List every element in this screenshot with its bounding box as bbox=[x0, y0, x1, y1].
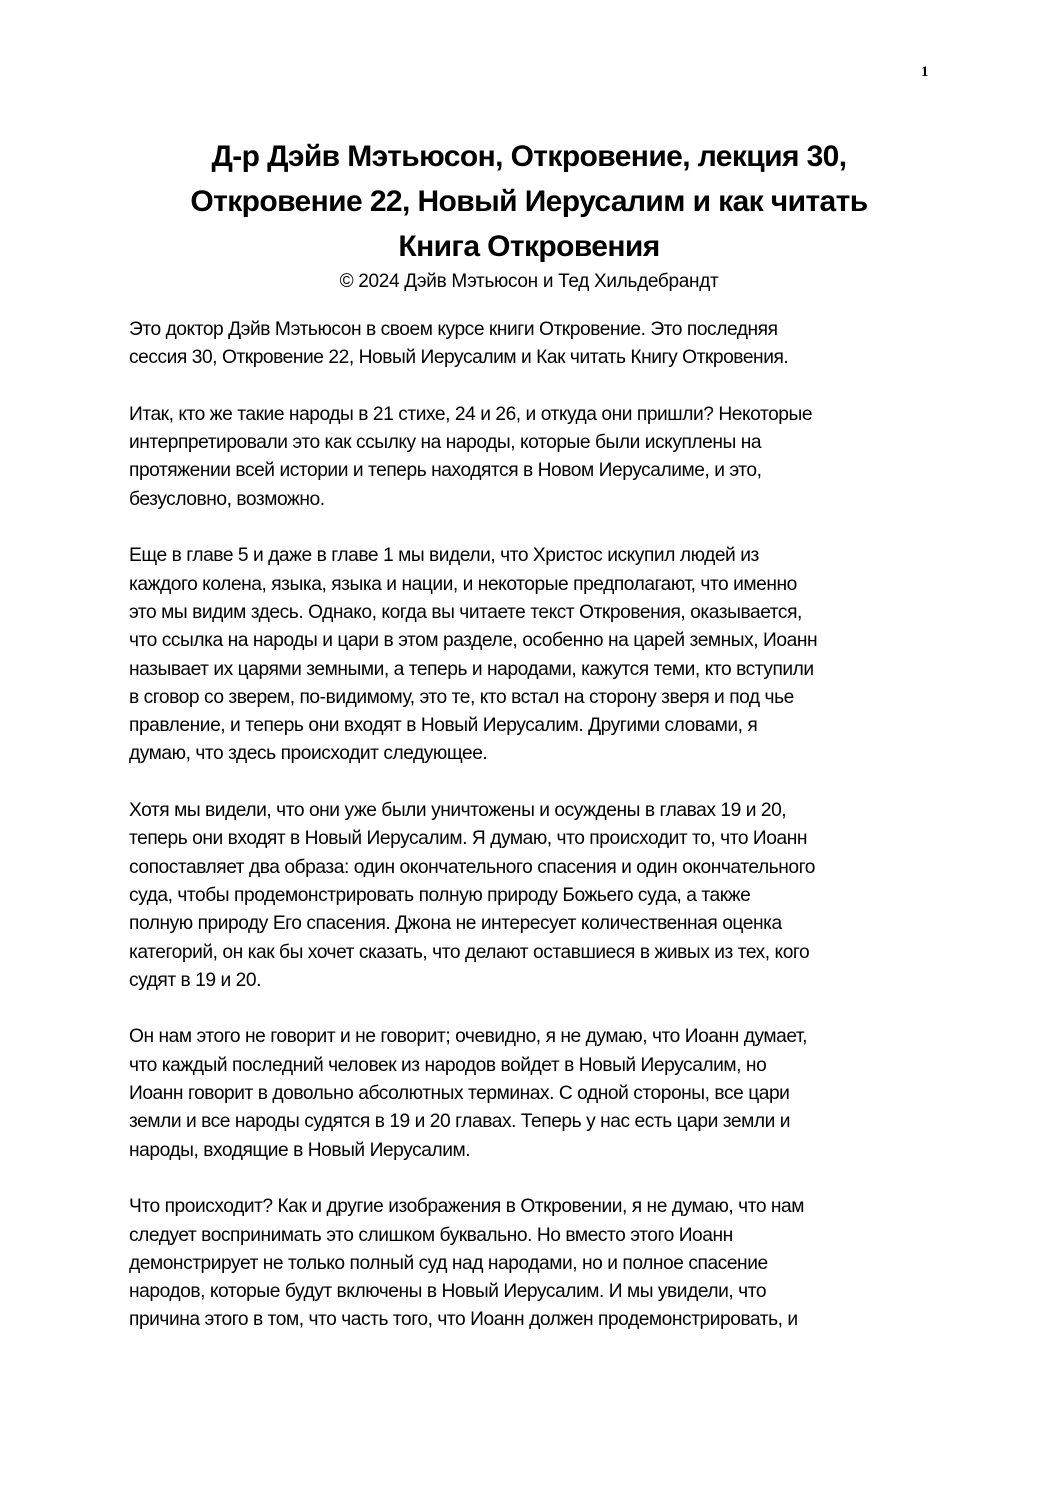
text-line: это мы видим здесь. Однако, когда вы читаете текст Откровения, оказывается, bbox=[129, 601, 802, 623]
text-line: земли и все народы судятся в 19 и 20 главах. Теперь у нас есть цари земли и bbox=[129, 1111, 791, 1133]
text-line: безусловно, возможно. bbox=[129, 488, 325, 510]
title-line: Д-р Дэйв Мэтьюсон, Откровение, лекция 30, bbox=[211, 140, 847, 173]
paragraph-nations-question bbox=[129, 401, 929, 514]
text-line: народы, входящие в Новый Иерусалим. bbox=[129, 1139, 471, 1161]
page-number: 1 bbox=[921, 64, 929, 80]
text-line: демонстрирует не только полный суд над народами, но и полное спасение bbox=[129, 1252, 768, 1274]
paragraph-judgment bbox=[129, 797, 929, 995]
text-line: в сговор со зверем, по-видимому, это те, кто встал на сторону зверя и под чье bbox=[129, 686, 794, 708]
document-header bbox=[60, 134, 998, 295]
text-line: народов, которые будут включены в Новый Иерусалим. И мы увидели, что bbox=[129, 1281, 767, 1303]
text-line: сессия 30, Откровение 22, Новый Иерусалим и Как читать Книгу Откровения. bbox=[129, 347, 789, 369]
text-line: интерпретировали это как ссылку на народы, которые были искуплены на bbox=[129, 432, 762, 454]
text-line: причина этого в том, что часть того, что Иоанн должен продемонстрировать, и bbox=[129, 1309, 798, 1331]
text-line: Итак, кто же такие народы в 21 стихе, 24 и 26, и откуда они пришли? Некоторые bbox=[129, 403, 813, 425]
document-body bbox=[129, 316, 929, 1363]
text-line: Что происходит? Как и другие изображения в Откровении, я не думаю, что нам bbox=[129, 1196, 805, 1218]
text-line: Это доктор Дэйв Мэтьюсон в своем курсе книги Откровение. Это последняя bbox=[129, 319, 778, 340]
text-line: категорий, он как бы хочет сказать, что делают оставшиеся в живых из тех, кого bbox=[129, 941, 810, 963]
title-line: Откровение 22, Новый Иерусалим и как читать bbox=[190, 185, 868, 218]
text-line: полную природу Его спасения. Джона не интересует количественная оценка bbox=[129, 913, 782, 935]
paragraph-intro bbox=[129, 316, 929, 373]
text-line: Иоанн говорит в довольно абсолютных терминах. С одной стороны, все цари bbox=[129, 1083, 790, 1105]
text-line: что каждый последний человек из народов войдет в Новый Иерусалим, но bbox=[129, 1054, 767, 1076]
text-line: протяжении всей истории и теперь находятся в Новом Иерусалиме, и это, bbox=[129, 460, 762, 482]
text-line: суда, чтобы продемонстрировать полную природу Божьего суда, а также bbox=[129, 884, 751, 906]
copyright-notice: © 2024 Дэйв Мэтьюсон и Тед Хильдебрандт bbox=[339, 271, 719, 292]
paragraph-whats-happening bbox=[129, 1193, 929, 1334]
text-line: что ссылка на народы и цари в этом разделе, особенно на царей земных, Иоанн bbox=[129, 630, 818, 652]
paragraph-chapter-5 bbox=[129, 542, 929, 768]
text-line: Он нам этого не говорит и не говорит; очевидно, я не думаю, что Иоанн думает, bbox=[129, 1026, 808, 1048]
text-line: судят в 19 и 20. bbox=[129, 969, 261, 991]
text-line: Хотя мы видели, что они уже были уничтожены и осуждены в главах 19 и 20, bbox=[129, 800, 787, 822]
text-line: правление, и теперь они входят в Новый Иерусалим. Другими словами, я bbox=[129, 715, 758, 737]
text-line: называет их царями земными, а теперь и народами, кажутся теми, кто вступили bbox=[129, 658, 814, 680]
text-line: сопоставляет два образа: один окончательного спасения и один окончательного bbox=[129, 856, 815, 878]
paragraph-absolute-terms bbox=[129, 1023, 929, 1164]
document-title bbox=[60, 134, 998, 269]
text-line: Еще в главе 5 и даже в главе 1 мы видели, что Христос искупил людей из bbox=[129, 545, 759, 567]
text-line: думаю, что здесь происходит следующее. bbox=[129, 743, 488, 765]
text-line: следует воспринимать это слишком буквально. Но вместо этого Иоанн bbox=[129, 1224, 733, 1246]
text-line: каждого колена, языка, языка и нации, и некоторые предполагают, что именно bbox=[129, 573, 797, 595]
text-line: теперь они входят в Новый Иерусалим. Я думаю, что происходит то, что Иоанн bbox=[129, 828, 808, 850]
title-line: Книга Откровения bbox=[398, 230, 660, 263]
